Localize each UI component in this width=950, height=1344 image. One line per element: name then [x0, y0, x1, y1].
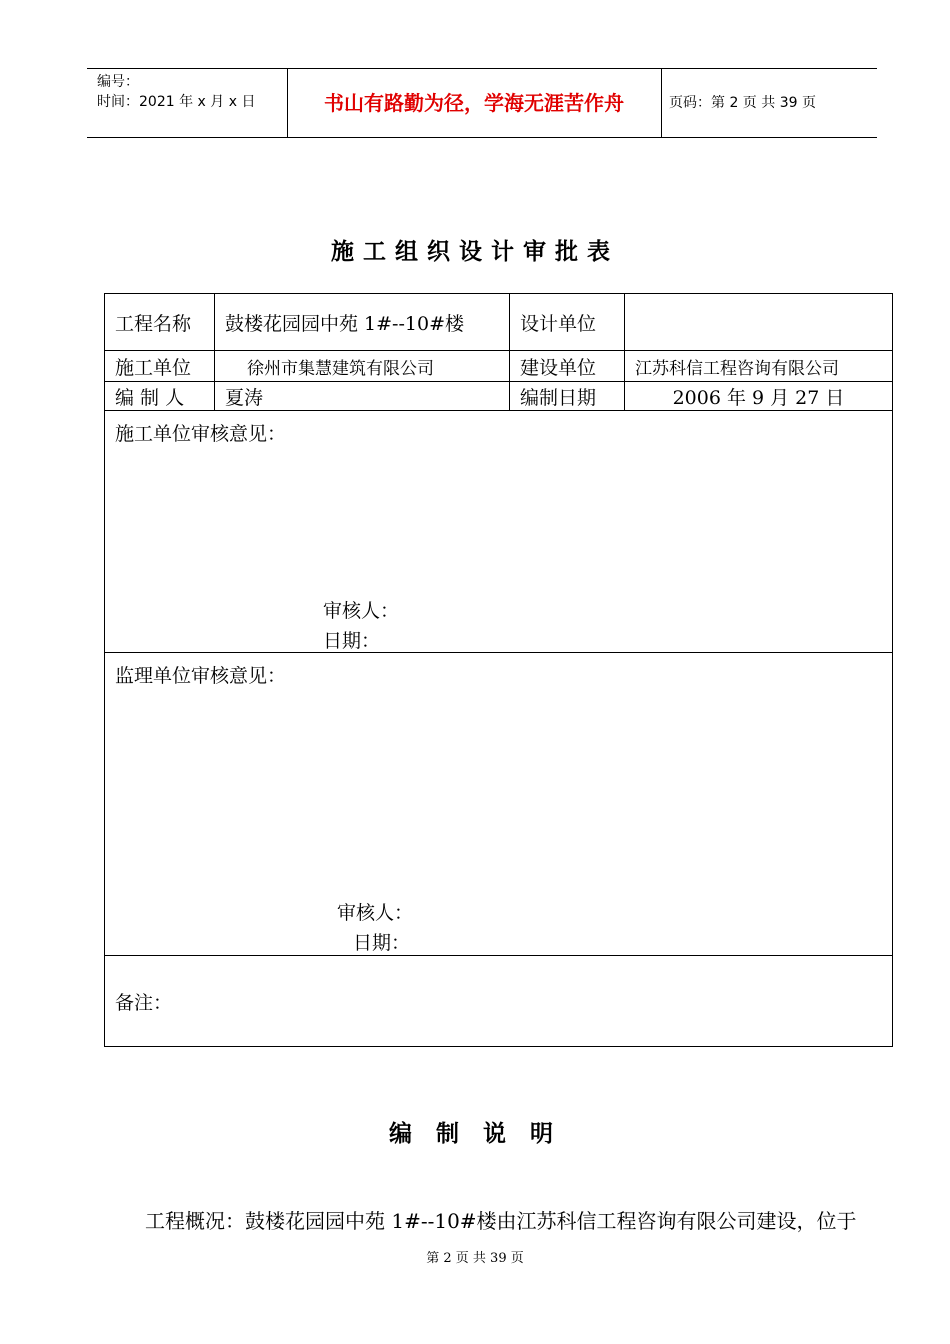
section-title: 编 制 说 明: [388, 1120, 562, 1147]
compiler-label: 编 制 人: [105, 382, 215, 411]
supervision-opinion-cell: [105, 653, 893, 956]
project-name-value: 鼓楼花园园中苑 1#--10#楼: [215, 294, 510, 351]
supervision-opinion-label: 监理单位审核意见：: [115, 665, 287, 687]
build-unit-label: 建设单位: [510, 351, 625, 382]
construction-unit-label: 施工单位: [105, 351, 215, 382]
remarks-label: 备注：: [115, 991, 173, 1014]
construction-opinion-cell: [105, 411, 893, 653]
compile-date-label: 编制日期: [510, 382, 625, 411]
header-page-label: 页码：第 2 页 共 39 页: [669, 95, 816, 111]
design-unit-label: 设计单位: [510, 294, 625, 351]
body-paragraph: 工程概况：鼓楼花园园中苑 1#--10#楼由江苏科信工程咨询有限公司建设，位于: [145, 1209, 857, 1233]
number-label: 编号：: [97, 74, 139, 90]
build-unit-value: 江苏科信工程咨询有限公司: [625, 351, 893, 382]
construction-opinion-label: 施工单位审核意见：: [115, 423, 287, 445]
time-label: 时间：2021 年 x 月 x 日: [97, 94, 256, 110]
date-label-1: 日期：: [323, 630, 381, 652]
remarks-cell: [105, 956, 893, 1047]
page-footer: 第 2 页 共 39 页: [426, 1251, 524, 1266]
project-name-label: 工程名称: [105, 294, 215, 351]
construction-unit-value: 徐州市集慧建筑有限公司: [215, 351, 510, 382]
form-title: 施工组织设计审批表: [331, 238, 619, 265]
reviewer-label-2: 审核人：: [337, 902, 414, 924]
approval-form: [104, 293, 893, 1047]
header-motto: 书山有路勤为径，学海无涯苦作舟: [287, 69, 662, 137]
design-unit-value: [625, 294, 893, 351]
compile-date-value: 2006 年 9 月 27 日: [625, 382, 893, 411]
date-label-2: 日期：: [353, 932, 411, 954]
page-header: [87, 68, 877, 138]
reviewer-label-1: 审核人：: [323, 600, 400, 622]
compiler-value: 夏涛: [215, 382, 510, 411]
header-meta: [87, 69, 288, 137]
